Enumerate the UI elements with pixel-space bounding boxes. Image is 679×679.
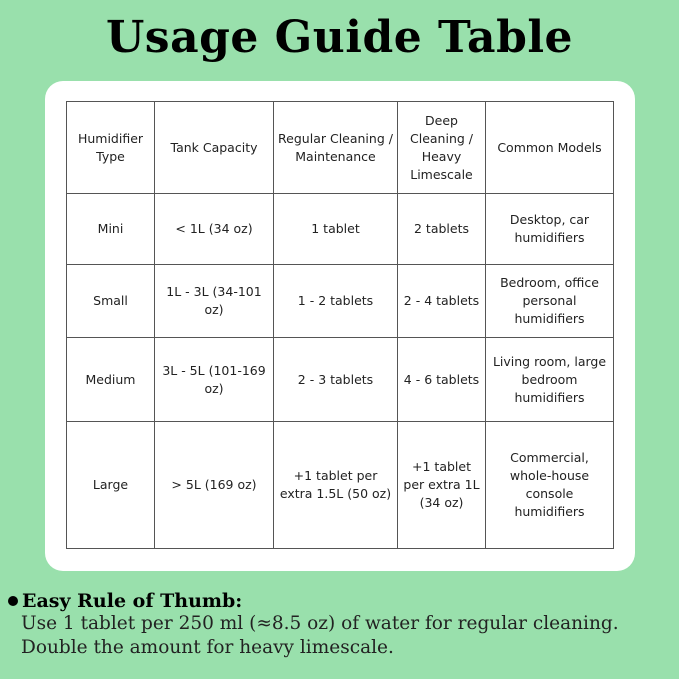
bullet-icon (8, 596, 18, 606)
header-humidifier-type: Humidifier Type (67, 102, 155, 194)
cell-deep: 4 - 6 tablets (398, 338, 486, 422)
rule-of-thumb (8, 590, 679, 660)
cell-regular: 1 tablet (274, 194, 398, 265)
table-row (67, 338, 614, 422)
table-row (67, 265, 614, 338)
cell-capacity: 1L - 3L (34-101 oz) (155, 265, 274, 338)
rule-heading: Easy Rule of Thumb: (22, 590, 243, 612)
cell-models: Living room, large bedroom humidifiers (486, 338, 614, 422)
cell-capacity: < 1L (34 oz) (155, 194, 274, 265)
cell-deep: 2 - 4 tablets (398, 265, 486, 338)
cell-type: Large (67, 422, 155, 549)
header-deep-cleaning: Deep Cleaning / Heavy Limescale (398, 102, 486, 194)
cell-models: Commercial, whole-house console humidifiers (486, 422, 614, 549)
rule-line-1: Use 1 tablet per 250 ml (≈8.5 oz) of water for regular cleaning. (21, 613, 619, 634)
cell-type: Small (67, 265, 155, 338)
usage-table (66, 101, 614, 549)
cell-deep: +1 tablet per extra 1L (34 oz) (398, 422, 486, 549)
cell-deep: 2 tablets (398, 194, 486, 265)
cell-regular: 2 - 3 tablets (274, 338, 398, 422)
cell-models: Desktop, car humidifiers (486, 194, 614, 265)
header-tank-capacity: Tank Capacity (155, 102, 274, 194)
table-row (67, 422, 614, 549)
header-common-models: Common Models (486, 102, 614, 194)
cell-models: Bedroom, office personal humidifiers (486, 265, 614, 338)
cell-regular: +1 tablet per extra 1.5L (50 oz) (274, 422, 398, 549)
table-card (45, 81, 635, 571)
table-header-row (67, 102, 614, 194)
cell-regular: 1 - 2 tablets (274, 265, 398, 338)
rule-line-2: Double the amount for heavy limescale. (21, 637, 394, 658)
cell-type: Mini (67, 194, 155, 265)
cell-capacity: 3L - 5L (101-169 oz) (155, 338, 274, 422)
cell-type: Medium (67, 338, 155, 422)
cell-capacity: > 5L (169 oz) (155, 422, 274, 549)
header-regular-cleaning: Regular Cleaning / Maintenance (274, 102, 398, 194)
table-row (67, 194, 614, 265)
page-title: Usage Guide Table (105, 12, 574, 63)
